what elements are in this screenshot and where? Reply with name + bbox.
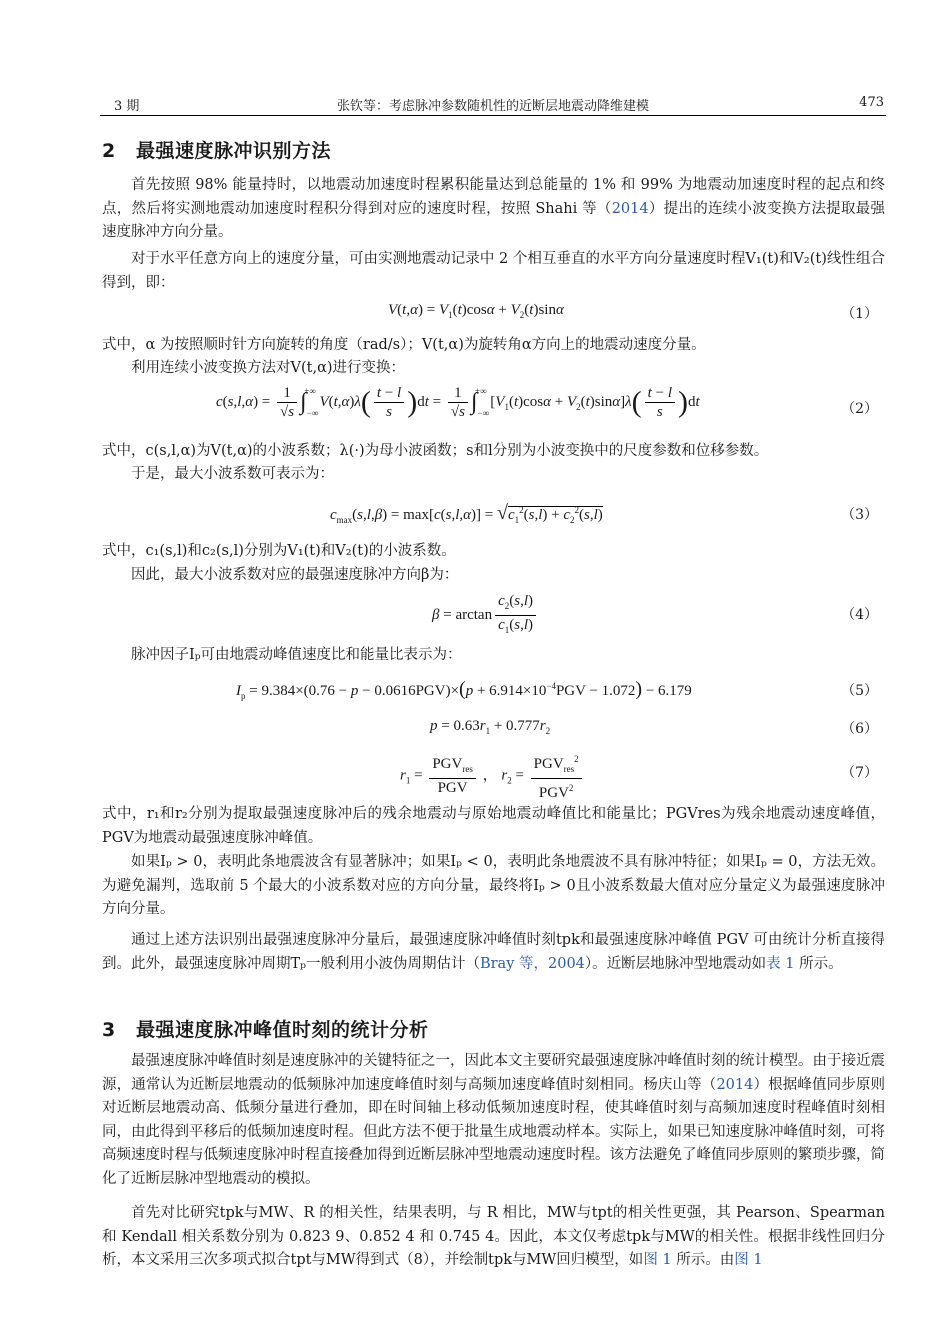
paragraph: 式中，c(s,l,α)为V(t,α)的小波系数；λ(·)为母小波函数；s和l分别为小波变换中的尺度参数和位移参数。 <box>102 443 769 459</box>
table-link[interactable]: 表 1 <box>766 955 795 972</box>
paragraph: 式中，c₁(s,l)和c₂(s,l)分别为V₁(t)和V₂(t)的小波系数。 <box>102 543 456 559</box>
equation-number: （6） <box>841 721 878 737</box>
equation-6: $p = 0.63r_1 + 0.777r_2$ （6） <box>430 718 878 737</box>
running-header <box>100 93 886 116</box>
paragraph: 对于水平任意方向上的速度分量，可由实测地震动记录中 2 个相互垂直的水平方向分量速度时程V₁(t)和V₂(t)线性组合得到，即： <box>102 251 885 291</box>
paragraph: 利用连续小波变换方法对V(t,α)进行变换： <box>131 360 406 376</box>
section-2-heading <box>102 136 331 163</box>
equation-1: $V(t,\alpha) = V_1(t)\cos\alpha + V_2(t)\sin\alpha$ （1） <box>388 302 878 322</box>
equation-number: （4） <box>841 607 878 623</box>
paragraph: 式中，α 为按照顺时针方向旋转的角度（rad/s）；V(t,α)为旋转角α方向上的地震动速度分量。 <box>102 337 706 353</box>
equation-number: （7） <box>841 765 878 781</box>
paragraph: 因此，最大小波系数对应的最强速度脉冲方向β为： <box>131 567 459 583</box>
figure-link[interactable]: 图 1 <box>643 1252 672 1268</box>
figure-link[interactable]: 图 1 <box>734 1252 763 1268</box>
paragraph: 首先对比研究tpk与MW、R 的相关性，结果表明，与 R 相比，MW与tpt的相关性更强，其 Pearson、Spearman 和 Kendall 相关系数分别为 0.823 9、0.852 4 和 0.745 4。因此，本文仅考虑tpk与MW的相关性。根据非线性回归分析，本文采用三次多项式拟合tpt与MW得到式（8），并绘制tpk与MW回归模型，如图 1 所示。由图 1 <box>102 1205 885 1268</box>
issue-number: 3 期 <box>114 99 140 114</box>
section-number: 3 <box>102 1019 116 1041</box>
section-title: 最强速度脉冲峰值时刻的统计分析 <box>136 1019 429 1041</box>
page-number: 473 <box>859 95 884 110</box>
equation-number: （5） <box>841 683 878 699</box>
section-title: 最强速度脉冲识别方法 <box>136 140 332 162</box>
equation-3: $c_{max}(s,l,\beta) = \max[c(s,l,\alpha)] = √c_1^2(s,l) + c_2^2(s,l)$ （3） <box>330 502 878 525</box>
section-3-heading <box>102 1015 429 1042</box>
paragraph: 于是，最大小波系数可表示为： <box>131 466 334 482</box>
paragraph: 首先按照 98% 能量持时，以地震动加速度时程累积能量达到总能量的 1% 和 99% 为地震动加速度时程的起点和终点，然后将实测地震动加速度时程积分得到对应的速度时程，按照 Shahi 等（2014）提出的连续小波变换方法提取最强速度脉冲方向分量。 <box>102 177 886 240</box>
equation-number: （1） <box>841 306 878 322</box>
citation-link[interactable]: 2014 <box>611 200 649 217</box>
section-number: 2 <box>102 140 116 162</box>
equation-number: （3） <box>841 507 878 523</box>
paragraph: 脉冲因子Iₚ可由地震动峰值速度比和能量比表示为： <box>131 647 462 663</box>
equation-7: $r_1$ = $\frac{PGV_{res}}{\text{PGV}}$ ， $r_2$ = $\frac{PGV_{res}^2}{PGV^2}$ （7） <box>100 750 886 794</box>
paragraph: 如果Iₚ > 0，表明此条地震波含有显著脉冲；如果Iₚ < 0，表明此条地震波不具有脉冲特征；如果Iₚ = 0，方法无效。为避免漏判，选取前 5 个最大的小波系数对应的方向分量，最终将Iₚ > 0且小波系数最大值对应分量定义为最强速度脉冲方向分量。 <box>102 854 885 917</box>
citation-link[interactable]: Bray 等，2004 <box>479 955 585 972</box>
citation-link[interactable]: 2014 <box>716 1076 754 1093</box>
equation-5: $I_p = 9.384\times(0.76 - p - 0.0616PGV)\times(p + 6.914\times 10^{-4}PGV - 1.072) - 6.179$ （5） <box>236 678 878 701</box>
paragraph: 通过上述方法识别出最强速度脉冲分量后，最强速度脉冲峰值时刻tpk和最强速度脉冲峰值 PGV 可由统计分析直接得到。此外，最强速度脉冲周期Tₚ一般利用小波伪周期估计（Bray 等，2004）。近断层地脉冲型地震动如表 1 所示。 <box>102 932 885 972</box>
paragraph: 最强速度脉冲峰值时刻是速度脉冲的关键特征之一，因此本文主要研究最强速度脉冲峰值时刻的统计模型。由于接近震源，通常认为近断层地震动的低频脉冲加速度峰值时刻与高频加速度峰值时刻相同。杨庆山等（2014）根据峰值同步原则对近断层地震动高、低频分量进行叠加，即在时间轴上移动低频加速度时程，使其峰值时刻与高频加速度时程峰值时刻相同，由此得到平移后的低频加速度时程。但此方法不便于批量生成地震动样本。实际上，如果已知速度脉冲峰值时刻，可将高频速度时程与低频速度脉冲时程直接叠加得到近断层脉冲型地震动速度时程。该方法避免了峰值同步原则的繁琐步骤，简化了近断层脉冲型地震动的模拟。 <box>102 1053 886 1187</box>
running-title: 张钦等：考虑脉冲参数随机性的近断层地震动降维建模 <box>336 99 649 114</box>
equation-2: c(s,l,α) = $\frac{1}{√s}$ $\int_{-\infty}^{+\infty}$ V(t,α)λ( $\frac{t - l}{s}$ )dt = $\frac{1}{√s}$ $\int_{-\infty}^{+\infty}$ $[V_1(t)\cos\alpha + V_2(t)\sin\alpha]\lambda$( $\frac{t - l}{s}$ )dt （2） <box>216 385 878 420</box>
equation-4: β = arctan $\frac{c_2(s,l)}{c_1(s,l)}$ （4） <box>432 593 878 635</box>
equation-number: （2） <box>841 401 878 417</box>
paragraph: 式中，r₁和r₂分别为提取最强速度脉冲后的残余地震动与原始地震动峰值比和能量比；PGVres为残余地震动速度峰值，PGV为地震动最强速度脉冲峰值。 <box>102 806 885 846</box>
